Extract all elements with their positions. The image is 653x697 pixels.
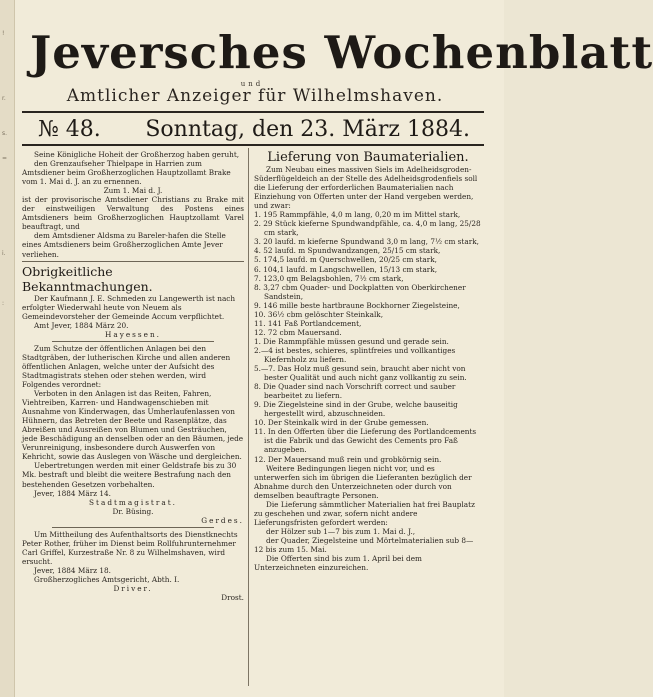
text-paragraph: Hayessen. <box>105 329 161 339</box>
text-paragraph: Der Kaufmann J. E. Schmeden zu Langewerth ist nach erfolgter Wiederwahl heute von Neuem als Gemeindevorsteher der Gemeinde Accum verpflichtet. <box>22 293 236 321</box>
text-paragraph: 5. 174,5 laufd. m Querschwellen, 20/25 cm stark, <box>254 255 437 265</box>
text-paragraph: 12. Der Mauersand muß rein und grobkörnig sein. <box>254 454 442 464</box>
text-paragraph: 8. 3,27 cbm Quader- und Dockplatten von Oberkirchener Sandstein, <box>254 282 466 301</box>
text-paragraph: Jever, 1884 März 14. <box>34 488 111 498</box>
issue-number: № 48. <box>38 117 101 142</box>
text-paragraph: der Quader, Ziegelsteine und Mörtelmaterialien sub 8—12 bis zum 15. Mai. <box>254 535 474 554</box>
text-paragraph: Dr. Büsing. <box>112 506 154 516</box>
text-paragraph: Stadtmagistrat. <box>89 497 177 507</box>
text-paragraph: Großherzogliches Amtsgericht, Abth. I. <box>34 574 180 584</box>
column-divider <box>248 148 249 686</box>
text-paragraph: der Hölzer sub 1—7 bis zum 1. Mai d. J., <box>266 526 416 536</box>
text-paragraph: Zum 1. Mai d. J. <box>103 186 163 196</box>
text-paragraph: 9. Die Ziegelsteine sind in der Grube, welche bauseitig hergestellt wird, abzuschneiden. <box>254 400 458 419</box>
dateline <box>22 114 484 144</box>
text-paragraph: 3. 20 laufd. m kieferne Spundwand 3,0 m lang, 7½ cm stark, <box>254 237 479 247</box>
text-paragraph: Amt Jever, 1884 März 20. <box>34 320 129 330</box>
text-paragraph: Zum Neubau eines massiven Siels im Adelheidsgroden-Süderflügeldeich an der Stelle des Adelheidsgrodenfiels soll die Lieferung der erforderlichen Baumaterialien nach Einziehung von Offerten unter der Hand vergeben werden, und zwar: <box>254 165 478 211</box>
issue-date: Sonntag, den 23. März 1884. <box>145 117 470 142</box>
section-heading: Obrigkeitliche Bekanntmachungen. <box>22 263 153 294</box>
text-paragraph: 1. 195 Rammpfähle, 4,0 m lang, 0,20 m im Mittel stark, <box>254 210 461 220</box>
text-paragraph: 12. 72 cbm Mauersand. <box>254 327 342 337</box>
text-paragraph: Seine Königliche Hoheit der Großherzog haben geruht, <box>34 150 240 159</box>
text-paragraph: 4. 52 laufd. m Spundwandzangen, 25/15 cm stark, <box>254 246 441 256</box>
text-paragraph: 2.—4 ist bestes, schieres, splintfreies und vollkantiges Kiefernholz zu liefern. <box>254 345 456 364</box>
dateline-rule <box>22 144 484 146</box>
top-rule <box>22 111 484 113</box>
binding-gutter: ! r. s. = i. : <box>0 0 15 697</box>
text-paragraph: Drost. <box>221 593 244 603</box>
text-paragraph: Driver. <box>113 584 153 594</box>
text-paragraph: 9. 146 mille beste hartbraune Bockhorner Ziegelsteine, <box>254 300 460 310</box>
section-rule <box>22 261 244 262</box>
text-paragraph: 10. Der Steinkalk wird in der Grube gemessen. <box>254 418 429 428</box>
section-rule <box>52 341 214 342</box>
text-paragraph: 8. Die Quader sind nach Vorschrift correct und sauber bearbeitet zu liefern. <box>254 382 456 401</box>
section-heading: Lieferung von Baumaterialien. <box>267 150 469 165</box>
text-paragraph: Verboten in den Anlagen ist das Reiten, Fahren, Viehtreiben, Karren- und Handwagenschieben mit Ausnahme von Kinderwagen, das Umherlaufenlassen von Hühnern, das Betreten der Beete und Rasenplätze, das Abreißen und Ausreißen von Blumen und Gesträuchen, jede Beschädigung an denselben oder an den Bäumen, jede Verunreinigung, insbesondere durch Auswerfen von Kehricht, sowie das Auslegen von Wäsche und dergleichen. <box>22 389 244 462</box>
text-paragraph: 10. 36½ cbm gelöschter Steinkalk, <box>254 309 384 319</box>
text-paragraph: 11. 141 Faß Portlandcement, <box>254 318 362 328</box>
text-paragraph: dem Amtsdiener Aldsma zu Bareler-hafen die Stelle eines Amtsdieners beim Großherzoglichen Amte Jever verliehen. <box>22 231 226 259</box>
text-paragraph: 6. 104,1 laufd. m Langschwellen, 15/13 cm stark, <box>254 264 438 274</box>
masthead-und: und <box>240 80 264 88</box>
text-paragraph: Gerdes. <box>201 515 244 525</box>
masthead-subtitle: Amtlicher Anzeiger für Wilhelmshaven. <box>66 86 444 106</box>
text-paragraph: Die Lieferung sämmtlicher Materialien hat frei Bauplatz zu geschehen und zwar, sofern nicht andere Lieferungsfristen gefordert werden: <box>254 499 475 527</box>
text-paragraph: 2. 29 Stück kieferne Spundwandpfähle, ca. 4,0 m lang, 25/28 cm stark, <box>254 219 481 238</box>
text-paragraph: Zum Schutze der öffentlichen Anlagen bei den Stadtgräben, der lutherischen Kirche und allen anderen öffentlichen Anlagen, welche unter der Aufsicht des Stadtmagistrats stehen oder stehen werden, wird Folgendes verordnet: <box>22 343 231 389</box>
text-paragraph: 1. Die Rammpfähle müssen gesund und gerade sein. <box>254 336 449 346</box>
text-paragraph: 5.—7. Das Holz muß gesund sein, braucht aber nicht von bester Qualität und auch nicht ganz vollkantig zu sein. <box>254 364 467 383</box>
right-column <box>254 150 482 572</box>
left-column <box>22 150 244 602</box>
section-rule <box>52 527 214 528</box>
text-paragraph: Jever, 1884 März 18. <box>34 565 111 575</box>
text-paragraph: Weitere Bedingungen liegen nicht vor, und es unterwerfen sich im übrigen die Lieferanten bezüglich der Abnahme durch den Unterzeichneten oder durch von demselben beauftragte Personen. <box>254 463 472 500</box>
text-paragraph: 7. 123,0 qm Belagsbohlen, 7½ cm stark, <box>254 273 404 283</box>
text-paragraph: ist der provisorische Amtsdiener Christians zu Brake mit der einstweiligen Verwaltung des Postens eines Amtsdieners beim Großherzoglichen Hauptzollamt Varel beauftragt, und <box>22 195 244 232</box>
text-paragraph: 11. In den Offerten über die Lieferung des Portlandcements ist die Fabrik und das Gewicht des Cements pro Faß anzugeben. <box>254 427 477 455</box>
text-paragraph: Die Offerten sind bis zum 1. April bei dem Unterzeichneten einzureichen. <box>254 554 422 573</box>
text-paragraph: den Grenzaufseher Thielpape in Harrien zum Amtsdiener beim Großherzoglichen Hauptzollamt Brake vom 1. Mai d. J. an zu ernennen. <box>22 159 231 187</box>
text-paragraph: Um Mittheilung des Aufenthaltsorts des Dienstknechts Peter Rother, früher im Dienst beim Rollfuhrunternehmer Carl Griffel, Kurzestraße Nr. 8 zu Wilhelmshaven, wird ersucht. <box>22 529 238 566</box>
masthead-title: Jeversches Wochenblatt <box>30 26 653 79</box>
text-paragraph: Uebertretungen werden mit einer Geldstrafe bis zu 30 Mk. bestraft und bleibt die weitere Bestrafung nach den bestehenden Gesetzen vorbehalten. <box>22 461 237 489</box>
